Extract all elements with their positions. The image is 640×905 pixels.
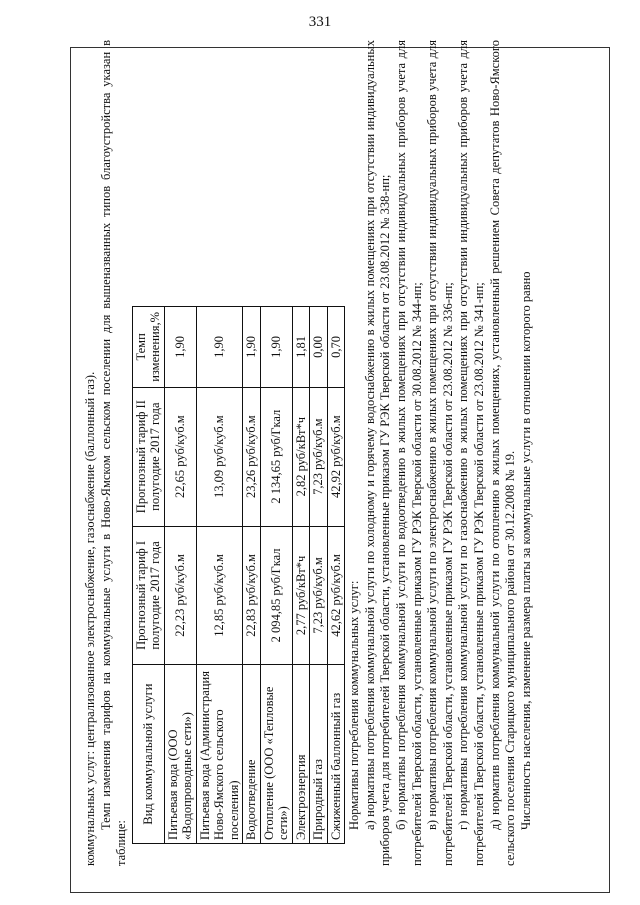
cell-tariff-h2: 7,23 руб/куб.м: [310, 387, 328, 526]
cell-tariff-h2: 22,65 руб/куб.м: [164, 387, 196, 526]
cell-tariff-h2: 23,26 руб/куб.м: [243, 387, 261, 526]
table-row: [260, 307, 292, 844]
table-row: [327, 307, 345, 844]
cell-service: Отопление (ООО «Тепловые сети»): [260, 665, 292, 844]
tariff-table: [132, 306, 346, 844]
cell-service: Электроэнергия: [292, 665, 310, 844]
norm-item-b: б) нормативы потребления коммунальной услуги по водоотведению в жилых помещениях при отсутствии индивидуальных приборов учета для потребителей Тверской области, установленные приказом ГУ РЭК Тверской области от 30.08.2012 № 344-нп;: [394, 40, 424, 866]
rotated-document-body: [83, 40, 595, 866]
cell-service: Природный газ: [310, 665, 328, 844]
intro-line-1: коммунальных услуг: централизованное электроснабжение, газоснабжение (баллонный газ).: [83, 371, 97, 866]
cell-tariff-h1: 22,23 руб/куб.м: [164, 526, 196, 665]
cell-service: Питьевая вода (Администрация Ново-Ямского сельского поселения): [196, 665, 243, 844]
cell-tariff-h1: 12,85 руб/куб.м: [196, 526, 243, 665]
norms-heading: Нормативы потребления коммунальных услуг:: [347, 580, 362, 830]
cell-service: Водоотведение: [243, 665, 261, 844]
cell-change-rate: 1,90: [196, 307, 243, 388]
cell-service: Сжиженный баллонный газ: [327, 665, 345, 844]
table-row: [310, 307, 328, 844]
header-tariff-h1: Прогнозный тариф I полугодие 2017 года: [132, 526, 164, 665]
cell-tariff-h1: 2,77 руб/кВт*ч: [292, 526, 310, 665]
cell-change-rate: 0,00: [310, 307, 328, 388]
table-row: [243, 307, 261, 844]
header-change-rate: Темп изменения,%: [132, 307, 164, 388]
cell-change-rate: 1,90: [164, 307, 196, 388]
cell-tariff-h1: 22,83 руб/куб.м: [243, 526, 261, 665]
cell-tariff-h2: 42,92 руб/куб.м: [327, 387, 345, 526]
norm-item-v: в) нормативы потребления коммунальной услуги по электроснабжению в жилых помещениях при отсутствии индивидуальных приборов учета для потребителей Тверской области, установленные приказом ГУ РЭК Тверской области от 23.08.2012 № 336-нп;: [425, 40, 455, 866]
cell-change-rate: 1,90: [260, 307, 292, 388]
table-row: [196, 307, 243, 844]
cell-change-rate: 0,70: [327, 307, 345, 388]
page-number: 331: [308, 14, 332, 30]
norm-item-a: а) нормативы потребления коммунальной услуги по холодному и горячему водоснабжению в жилых помещениях при отсутствии индивидуальных приборов учета для потребителей Тверской области, установленные приказом ГУ РЭК Тверской области от 23.08.2012 № 338-нп;: [362, 40, 393, 866]
cell-change-rate: 1,81: [292, 307, 310, 388]
cell-service: Питьевая вода (ООО «Водопроводные сети»): [164, 665, 196, 844]
norm-item-g: г) нормативы потребления коммунальной услуги по газоснабжению в жилых помещениях при отсутствии индивидуальных приборов учета для потребителей Тверской области, установленные приказом ГУ РЭК Тверской области от 23.08.2012 № 341-нп;: [456, 40, 487, 866]
header-service-type: Вид коммунальной услуги: [132, 665, 164, 844]
cell-tariff-h2: 2 134,65 руб/Гкал: [260, 387, 292, 526]
header-tariff-h2: Прогнозный тариф II полугодие 2017 года: [132, 387, 164, 526]
table-header-row: [132, 307, 164, 844]
cell-tariff-h2: 2,82 руб/кВт*ч: [292, 387, 310, 526]
cell-tariff-h2: 13,09 руб/куб.м: [196, 387, 243, 526]
intro-line-2: Темп изменения тарифов на коммунальные услуги в Ново-Ямском сельском поселении для вышеназванных типов благоустройства указан в таблице:: [98, 40, 129, 866]
norm-item-d: д) норматив потребления коммунальной услуги по отоплению в жилых помещениях, установленный решением Совета депутатов Ново-Ямского сельского поселения Старицкого муниципального района от 30.12.2008 № 19.: [487, 40, 518, 866]
cell-tariff-h1: 2 094,85 руб/Гкал: [260, 526, 292, 665]
cell-tariff-h1: 7,23 руб/куб.м: [310, 526, 328, 665]
table-row: [292, 307, 310, 844]
population-paragraph: Численность населения, изменение размера платы за коммунальные услуги в отношении которого равно: [518, 271, 533, 830]
cell-tariff-h1: 42,62 руб/куб.м: [327, 526, 345, 665]
cell-change-rate: 1,90: [243, 307, 261, 388]
table-row: [164, 307, 196, 844]
